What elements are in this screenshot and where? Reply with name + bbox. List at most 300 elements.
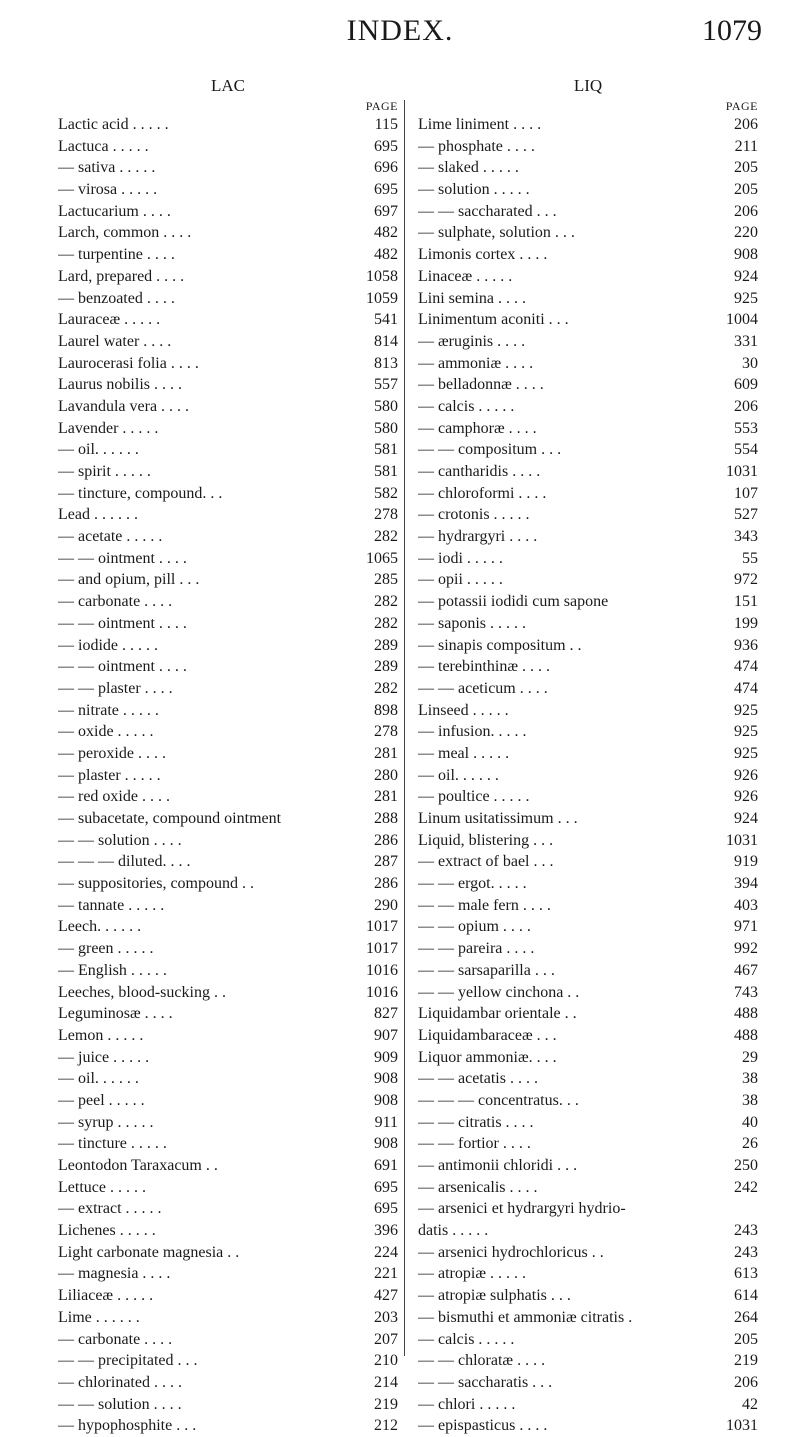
index-entry-page: 214	[374, 1373, 398, 1391]
index-entry	[58, 244, 398, 266]
index-entry-term: — arsenicalis . . . .	[418, 1178, 538, 1196]
index-entry-term: Leech. . . . . .	[58, 918, 142, 936]
index-entry	[58, 179, 398, 201]
index-entry-page: 697	[374, 202, 398, 220]
index-entry-term: — nitrate . . . . .	[58, 701, 159, 719]
index-entry-term: — carbonate . . . .	[58, 1330, 173, 1348]
index-entry	[58, 1242, 398, 1264]
index-entry	[418, 569, 758, 591]
index-entry	[418, 1394, 758, 1416]
index-entry	[58, 1198, 398, 1220]
index-entry-page: 488	[734, 1026, 758, 1044]
index-entry-page: 919	[734, 853, 758, 871]
index-entry-page: 908	[734, 246, 758, 264]
index-entry-page: 1031	[726, 1417, 758, 1435]
index-entry-term: Lavandula vera . . . .	[58, 397, 190, 415]
index-entry	[418, 1112, 758, 1134]
index-entry	[418, 548, 758, 570]
index-entry-term: — — saccharated . . .	[418, 202, 557, 220]
index-entry-term: — virosa . . . . .	[58, 181, 158, 199]
index-entry-page: 280	[374, 766, 398, 784]
index-entry-page: 115	[374, 116, 398, 133]
index-entry-page: 482	[374, 246, 398, 264]
index-entry	[58, 1025, 398, 1047]
index-entry	[418, 1090, 758, 1112]
page-number: 1079	[702, 14, 762, 47]
index-entry-term: — spirit . . . . .	[58, 463, 151, 480]
index-entry-page: 971	[734, 918, 758, 936]
index-entry-term: — carbonate . . . .	[58, 593, 173, 611]
index-entry	[418, 895, 758, 917]
index-entry-page: 696	[374, 159, 398, 177]
index-entry-term: — calcis . . . . .	[418, 1330, 515, 1348]
index-entry-term: Linimentum aconiti . . .	[418, 311, 569, 329]
index-entry-term: datis . . . . .	[418, 1222, 489, 1240]
index-entry	[58, 331, 398, 353]
index-entry-term: — — — diluted. . . .	[58, 853, 191, 871]
index-entry	[58, 656, 398, 678]
index-entry-term: — — male fern . . . .	[418, 896, 551, 914]
page-column-label-right: PAGE	[725, 99, 758, 113]
index-entry-term: — — ergot. . . . .	[418, 875, 527, 893]
index-entry	[418, 1329, 758, 1351]
index-entry	[418, 1220, 758, 1242]
index-entry-page: 205	[734, 1330, 758, 1348]
index-entry	[418, 353, 758, 375]
index-entry	[418, 1198, 758, 1220]
index-entry-term: — oil. . . . . .	[418, 766, 499, 784]
index-column-left	[58, 74, 398, 1437]
page-column-label-left: PAGE	[365, 99, 398, 113]
index-entry-term: Liquidambaraceæ . . .	[418, 1026, 557, 1044]
index-entry	[418, 461, 758, 483]
index-entry-term: — hypophosphite . . .	[58, 1417, 197, 1435]
index-entry-page: 396	[374, 1222, 398, 1240]
index-entry	[58, 830, 398, 852]
index-entry	[58, 396, 398, 418]
index-entry-term: — chlorinated . . . .	[58, 1373, 182, 1391]
column-heading-right: LIQ	[573, 76, 603, 95]
index-entry-page: 695	[374, 137, 398, 155]
index-entry-term: — tannate . . . . .	[58, 896, 165, 914]
index-entries-left	[58, 114, 398, 1437]
index-entry-term: Linaceæ . . . . .	[418, 267, 513, 285]
index-entry-term: Linseed . . . . .	[418, 701, 509, 719]
index-entry-page: 38	[742, 1091, 758, 1109]
index-entry-term: — ammoniæ . . . .	[418, 354, 534, 372]
index-entry-term: — — acetatis . . . .	[418, 1070, 538, 1088]
index-entry-page: 554	[734, 441, 758, 459]
index-entry-term: — magnesia . . . .	[58, 1265, 171, 1283]
index-entry-page: 474	[734, 679, 758, 697]
index-entry-term: — — sarsaparilla . . .	[418, 961, 555, 979]
index-entry-term: Lini semina . . . .	[418, 289, 526, 307]
index-entry	[58, 960, 398, 982]
index-entry-page: 210	[374, 1352, 398, 1370]
index-entry-term: — terebinthinæ . . . .	[418, 658, 550, 676]
index-entry-page: 206	[734, 1373, 758, 1391]
index-entry	[58, 765, 398, 787]
index-entry-term: Larch, common . . . .	[58, 224, 192, 242]
index-entry-term: — — saccharatis . . .	[418, 1373, 553, 1391]
index-entry	[418, 1307, 758, 1329]
index-entry-term: — crotonis . . . . .	[418, 506, 530, 524]
index-entry-page: 221	[374, 1265, 398, 1283]
index-entry-term: — — yellow cinchona . .	[418, 983, 580, 1001]
index-entry-term: — — solution . . . .	[58, 1395, 182, 1413]
index-entry-term: Liquidambar orientale . .	[418, 1005, 577, 1023]
index-entry	[58, 526, 398, 548]
index-entry-term: — tincture . . . . .	[58, 1135, 167, 1153]
column-heading-left: LAC	[211, 76, 245, 95]
index-entry-page: 288	[374, 810, 398, 827]
index-entry-term: — bismuthi et ammoniæ citratis .	[418, 1308, 633, 1326]
index-entry	[58, 1394, 398, 1416]
index-entry-page: 924	[734, 267, 758, 285]
index-entry-term: Lavender . . . . .	[58, 419, 159, 437]
index-entry	[58, 461, 398, 483]
index-entry	[418, 114, 758, 136]
index-entry	[418, 873, 758, 895]
index-entry-term: — — aceticum . . . .	[418, 679, 548, 697]
index-entry	[58, 136, 398, 158]
index-entry-term: — phosphate . . . .	[418, 137, 535, 155]
index-entry	[418, 786, 758, 808]
index-entry-term: — solution . . . . .	[418, 181, 530, 199]
index-entry-page: 394	[734, 875, 758, 893]
index-entry-term: — subacetate, compound ointment	[58, 810, 282, 827]
index-entry-term: — — compositum . . .	[418, 441, 562, 459]
index-entry-page: 1031	[726, 831, 758, 849]
column-divider	[404, 100, 405, 1356]
index-entry-page: 403	[734, 896, 758, 914]
index-entry-term: — — ointment . . . .	[58, 549, 187, 567]
index-entry-term: — — chloratæ . . . .	[418, 1352, 546, 1370]
index-entry-term: — meal . . . . .	[418, 744, 510, 762]
index-entry	[418, 613, 758, 635]
index-entry	[418, 1263, 758, 1285]
index-entry-page: 206	[734, 202, 758, 220]
index-entry-term: Lime . . . . . .	[58, 1308, 140, 1326]
index-entry-page: 936	[734, 636, 758, 654]
index-entry	[418, 938, 758, 960]
index-entry-page: 691	[374, 1157, 398, 1174]
index-entry	[418, 851, 758, 873]
index-entry-page: 29	[742, 1048, 758, 1066]
index-entry	[58, 721, 398, 743]
index-entry-term: — cantharidis . . . .	[418, 463, 541, 480]
index-entry-page: 290	[374, 896, 398, 914]
index-entry-page: 250	[734, 1157, 758, 1174]
index-entry	[58, 1068, 398, 1090]
index-entry-term: — — opium . . . .	[418, 918, 531, 936]
index-entry-page: 243	[734, 1243, 758, 1261]
index-entry-term: — æruginis . . . .	[418, 332, 526, 350]
index-entry	[418, 396, 758, 418]
index-entry	[58, 1263, 398, 1285]
index-entry-page: 211	[734, 137, 758, 155]
index-entry	[58, 222, 398, 244]
index-entry	[58, 1133, 398, 1155]
index-entry-page: 827	[374, 1005, 398, 1023]
index-entry-term: — belladonnæ . . . .	[418, 376, 544, 394]
index-entry-page: 925	[734, 723, 758, 741]
index-entry-page: 898	[374, 701, 398, 719]
index-entry	[58, 982, 398, 1004]
index-entry-page: 242	[734, 1178, 758, 1196]
index-entry-page: 924	[734, 810, 758, 827]
index-entry-page: 467	[734, 961, 758, 979]
index-entry-term: — arsenici et hydrargyri hydrio-	[418, 1200, 626, 1218]
index-entry-term: Light carbonate magnesia . .	[58, 1243, 240, 1261]
index-entry-page: 278	[374, 506, 398, 524]
index-entry-term: — green . . . . .	[58, 940, 154, 958]
index-entry-term: Lauraceæ . . . . .	[58, 311, 161, 329]
index-entry	[418, 808, 758, 830]
index-entry-term: — camphoræ . . . .	[418, 419, 537, 437]
index-entry-term: — arsenici hydrochloricus . .	[418, 1243, 604, 1261]
index-entry-page: 609	[734, 376, 758, 394]
index-entry	[58, 1220, 398, 1242]
index-entry	[58, 1047, 398, 1069]
index-entry-page: 151	[734, 593, 758, 611]
index-entry-term: Leguminosæ . . . .	[58, 1005, 173, 1023]
index-entry-term: Lactucarium . . . .	[58, 202, 171, 220]
index-entry-term: Leontodon Taraxacum . .	[58, 1157, 218, 1174]
index-entry	[418, 504, 758, 526]
index-entry-page: 909	[374, 1048, 398, 1066]
index-entry-page: 908	[374, 1091, 398, 1109]
index-entry	[58, 635, 398, 657]
index-entry-page: 205	[734, 159, 758, 177]
index-entry	[418, 960, 758, 982]
index-entry-page: 219	[374, 1395, 398, 1413]
index-entry-term: Lime liniment . . . .	[418, 116, 542, 133]
index-entry	[58, 483, 398, 505]
index-entry-page: 614	[734, 1287, 758, 1305]
index-entry	[418, 721, 758, 743]
index-entry-term: — English . . . . .	[58, 961, 167, 979]
index-entry-term: Lard, prepared . . . .	[58, 267, 185, 285]
index-entry-term: Laurus nobilis . . . .	[58, 376, 182, 394]
index-entry-term: Laurocerasi folia . . . .	[58, 354, 199, 372]
index-entry-term: — sinapis compositum . .	[418, 636, 582, 654]
index-entry-term: — infusion. . . . .	[418, 723, 527, 741]
index-entry	[58, 743, 398, 765]
index-entry-page: 695	[374, 1178, 398, 1196]
index-entry	[418, 1415, 758, 1437]
index-entry-page: 212	[374, 1417, 398, 1435]
index-entry	[58, 895, 398, 917]
index-entry	[58, 569, 398, 591]
index-entry	[58, 916, 398, 938]
index-entry-page: 107	[734, 484, 758, 502]
index-entry-page: 992	[734, 940, 758, 958]
index-entry-page: 482	[374, 224, 398, 242]
index-entry	[418, 374, 758, 396]
index-entry-page: 205	[734, 181, 758, 199]
index-entry-page: 343	[734, 528, 758, 546]
index-entry-page: 55	[742, 549, 758, 567]
index-entry-term: Limonis cortex . . . .	[418, 246, 548, 264]
index-entry-page: 557	[374, 376, 398, 394]
index-entry-page: 527	[734, 506, 758, 524]
index-entry	[58, 851, 398, 873]
index-entry	[418, 331, 758, 353]
index-entry-term: — epispasticus . . . .	[418, 1417, 548, 1435]
index-entry	[58, 786, 398, 808]
index-entry-page: 695	[374, 1200, 398, 1218]
index-entry-term: Lead . . . . . .	[58, 506, 138, 524]
index-entry	[418, 678, 758, 700]
index-entry	[58, 1003, 398, 1025]
index-entry-term: — — solution . . . .	[58, 831, 182, 849]
index-entry-page: 908	[374, 1135, 398, 1153]
index-entry-term: — oil. . . . . .	[58, 441, 139, 459]
index-entry-page: 743	[734, 983, 758, 1001]
index-entry-term: — peel . . . . .	[58, 1091, 145, 1109]
index-entry-term: — sativa . . . . .	[58, 159, 156, 177]
index-entry	[58, 114, 398, 136]
index-entry-page: 289	[374, 658, 398, 676]
index-entry	[58, 1372, 398, 1394]
index-entry	[418, 700, 758, 722]
index-entry-page: 613	[734, 1265, 758, 1283]
index-entry-page: 582	[374, 484, 398, 502]
index-entry-term: — atropiæ . . . . .	[418, 1265, 526, 1283]
index-entry-page: 30	[742, 354, 758, 372]
index-entry-page: 1004	[726, 311, 758, 329]
index-entry-page: 427	[374, 1287, 398, 1305]
index-entry	[418, 1025, 758, 1047]
index-entry	[58, 374, 398, 396]
index-entry-term: — — pareira . . . .	[418, 940, 535, 958]
index-entry-page: 281	[374, 744, 398, 762]
index-entry-page: 26	[742, 1135, 758, 1153]
index-entry-term: — sulphate, solution . . .	[418, 224, 575, 242]
index-entry	[58, 1090, 398, 1112]
index-entry-term: — suppositories, compound . .	[58, 875, 254, 893]
index-entry	[418, 309, 758, 331]
index-entry	[418, 656, 758, 678]
index-entry-page: 581	[374, 463, 398, 480]
index-entry	[418, 982, 758, 1004]
index-entry	[418, 266, 758, 288]
index-entry-page: 926	[734, 788, 758, 806]
index-entry-term: — calcis . . . . .	[418, 397, 515, 415]
index-entry-page: 580	[374, 419, 398, 437]
index-entry-term: — juice . . . . .	[58, 1048, 150, 1066]
index-entry-term: — — plaster . . . .	[58, 679, 173, 697]
index-entry-page: 203	[374, 1308, 398, 1326]
index-entry	[58, 678, 398, 700]
index-entry	[418, 1133, 758, 1155]
index-entry-term: — — fortior . . . .	[418, 1135, 531, 1153]
index-entry-page: 220	[734, 224, 758, 242]
index-entry-page: 282	[374, 593, 398, 611]
index-entry-page: 813	[374, 354, 398, 372]
index-entry-page: 278	[374, 723, 398, 741]
index-entry-term: — tincture, compound. . .	[58, 484, 223, 502]
index-entry-term: Liquid, blistering . . .	[418, 831, 554, 849]
index-entry-page: 282	[374, 614, 398, 632]
index-entry-page: 207	[374, 1330, 398, 1348]
index-entry-term: — — ointment . . . .	[58, 658, 187, 676]
index-entry	[418, 1177, 758, 1199]
index-entry-term: — iodi . . . . .	[418, 549, 503, 567]
index-entry	[58, 1415, 398, 1437]
index-entry	[418, 1047, 758, 1069]
index-entry-page: 264	[734, 1308, 758, 1326]
index-entry	[58, 157, 398, 179]
index-entry-term: Laurel water . . . .	[58, 332, 172, 350]
index-entry-page: 925	[734, 701, 758, 719]
index-entry-term: — acetate . . . . .	[58, 528, 163, 546]
index-entry	[418, 1068, 758, 1090]
index-entry-term: — — ointment . . . .	[58, 614, 187, 632]
index-entry	[58, 873, 398, 895]
index-entry-term: — extract of bael . . .	[418, 853, 554, 871]
index-entry-term: Lichenes . . . . .	[58, 1222, 156, 1240]
index-entry	[418, 635, 758, 657]
index-entry-page: 911	[374, 1113, 398, 1131]
index-entry	[58, 418, 398, 440]
index-entry-page: 282	[374, 528, 398, 546]
index-entry-term: — chloroformi . . . .	[418, 484, 547, 502]
index-entry-page: 289	[374, 636, 398, 654]
index-entry-term: — — citratis . . . .	[418, 1113, 534, 1131]
index-entry-page: 1031	[726, 463, 758, 480]
index-entry-page: 553	[734, 419, 758, 437]
index-entry-term: Liquor ammoniæ. . . .	[418, 1048, 557, 1066]
index-entry	[418, 288, 758, 310]
index-entry	[58, 353, 398, 375]
index-entry-page: 972	[734, 571, 758, 589]
index-entry-term: Lemon . . . . .	[58, 1026, 144, 1044]
index-entry-term: Leeches, blood-sucking . .	[58, 983, 226, 1001]
index-entry	[58, 1329, 398, 1351]
index-entry-page: 908	[374, 1070, 398, 1088]
index-entry	[58, 1155, 398, 1177]
index-entry-page: 206	[734, 397, 758, 415]
index-entry-term: — oxide . . . . .	[58, 723, 154, 741]
index-entry-page: 42	[742, 1395, 758, 1413]
index-column-right	[418, 74, 758, 1437]
index-entry-page: 488	[734, 1005, 758, 1023]
index-entry	[58, 266, 398, 288]
index-entry-term: — red oxide . . . .	[58, 788, 170, 806]
index-entry-term: — slaked . . . . .	[418, 159, 519, 177]
index-entry-page: 580	[374, 397, 398, 415]
index-entry-page: 224	[374, 1243, 398, 1261]
index-entry-page: 1017	[366, 918, 398, 936]
index-entry	[58, 700, 398, 722]
index-entry-page: 206	[734, 116, 758, 133]
index-entry-page: 286	[374, 831, 398, 849]
index-entry-page: 814	[374, 332, 398, 350]
index-entry-term: Lettuce . . . . .	[58, 1178, 146, 1196]
index-entry-page: 926	[734, 766, 758, 784]
index-entry-term: — chlori . . . . .	[418, 1395, 516, 1413]
index-entry	[58, 808, 398, 830]
index-entry-term: — — precipitated . . .	[58, 1352, 198, 1370]
index-entry	[58, 1177, 398, 1199]
index-entries-right	[418, 114, 758, 1437]
index-entry-page: 541	[374, 311, 398, 329]
index-entry-term: — syrup . . . . .	[58, 1113, 154, 1131]
index-entry	[418, 1285, 758, 1307]
index-entry	[418, 1350, 758, 1372]
